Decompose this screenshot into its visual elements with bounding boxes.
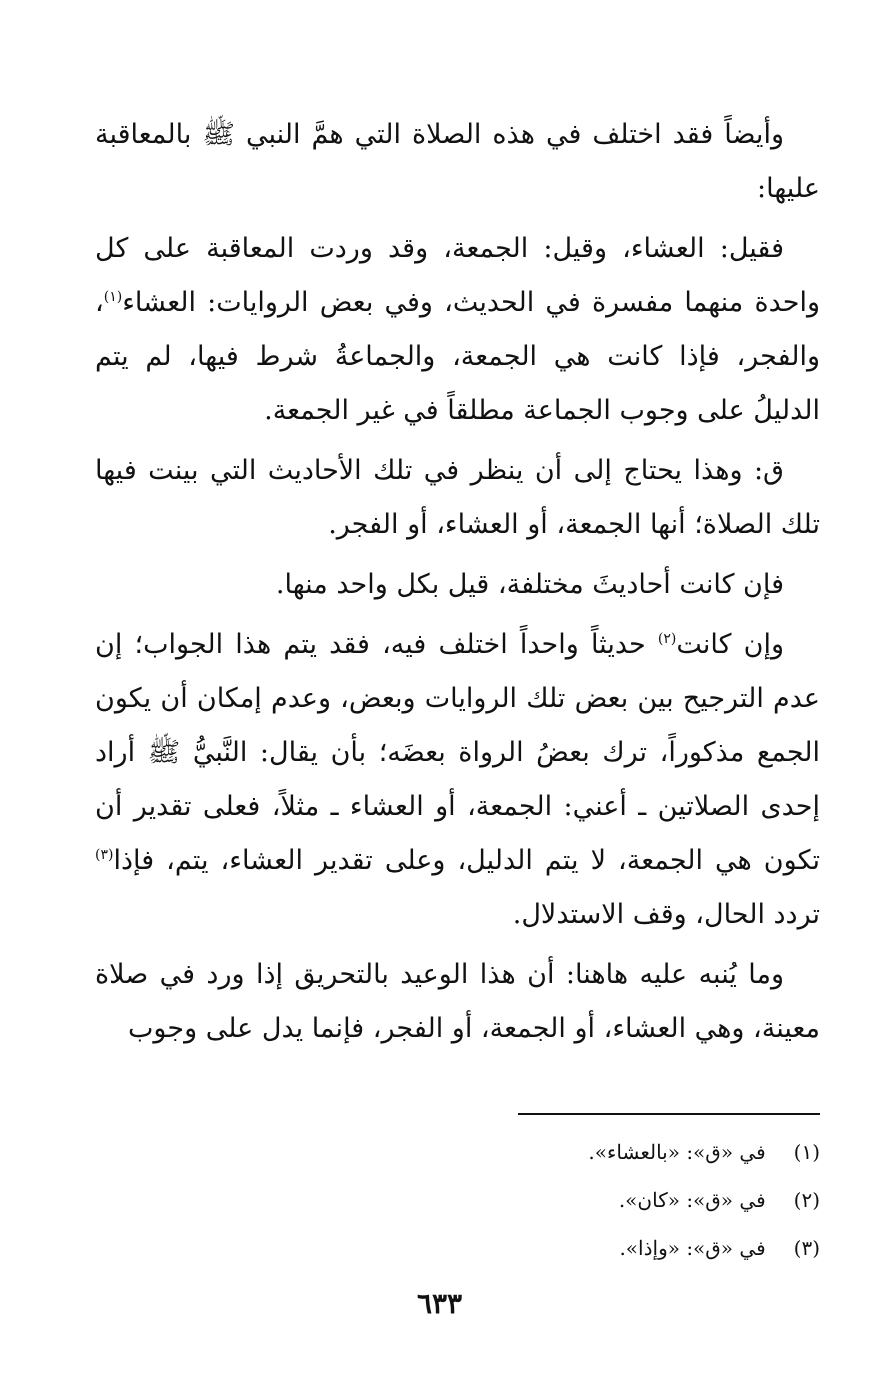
footnote-number: (٢)	[793, 1188, 820, 1212]
page-number: ٦٣٣	[416, 1287, 463, 1320]
paragraph-2-text-end: ، والفجر، فإذا كانت هي الجمعة، والجماعةُ شرط فيها، لم يتم الدليلُ على وجوب الجماعة مطلقاً في غير الجمعة.	[95, 287, 820, 426]
main-text-body	[95, 108, 820, 1062]
footnote-3	[95, 1224, 820, 1272]
footnote-text: في «ق»: «بالعشاء».	[588, 1140, 766, 1164]
footnote-text: في «ق»: «وإذا».	[619, 1236, 766, 1260]
footnote-text: في «ق»: «كان».	[618, 1188, 766, 1212]
paragraph-4: فإن كانت أحاديثَ مختلفة، قيل بكل واحد منها.	[275, 569, 784, 600]
paragraph-5-text-middle: حديثاً واحداً اختلف فيه، فقد يتم هذا الجواب؛ إن عدم الترجيح بين بعض تلك الروايات وبعض، وعدم إمكان أن يكون الجمع مذكوراً، ترك بعضُ الرواة بعضَه؛ بأن يقال: النَّبيُّ ﷺ أراد إحدى الصلاتين ـ أعني: الجمعة، أو العشاء ـ مثلاً، فعلى تقدير أن تكون هي الجمعة، لا يتم الدليل، وعلى تقدير العشاء، يتم، فإذا	[95, 629, 820, 876]
footnote-number: (١)	[793, 1140, 820, 1164]
footnote-ref-2: (٢)	[657, 631, 677, 647]
paragraph-1: وأيضاً فقد اختلف في هذه الصلاة التي همَّ النبي ﷺ بالمعاقبة عليها:	[95, 119, 820, 204]
footnote-number: (٣)	[793, 1236, 820, 1260]
paragraph-2-text-start: فقيل: العشاء، وقيل: الجمعة، وقد وردت المعاقبة على كل واحدة منهما مفسرة في الحديث، وفي بعض الروايات: العشاء	[95, 233, 820, 318]
paragraph-5-text-start: وإن كانت	[676, 629, 784, 660]
footnote-ref-3: (٣)	[95, 847, 114, 863]
paragraph-6: وما يُنبه عليه هاهنا: أن هذا الوعيد بالتحريق إذا ورد في صلاة معينة، وهي العشاء، أو الجمعة، أو الفجر، فإنما يدل على وجوب	[95, 959, 820, 1044]
footnote-separator	[518, 1113, 820, 1115]
paragraph-2	[95, 222, 820, 438]
paragraph-3: ق: وهذا يحتاج إلى أن ينظر في تلك الأحاديث التي بينت فيها تلك الصلاة؛ أنها الجمعة، أو العشاء، أو الفجر.	[95, 455, 820, 540]
paragraph-5	[95, 618, 820, 942]
footnote-ref-1: (١)	[103, 289, 123, 305]
footnote-2	[95, 1176, 820, 1224]
paragraph-5-text-end: تردد الحال، وقف الاستدلال.	[512, 899, 820, 930]
footnotes	[95, 1128, 820, 1272]
footnote-1	[95, 1128, 820, 1176]
